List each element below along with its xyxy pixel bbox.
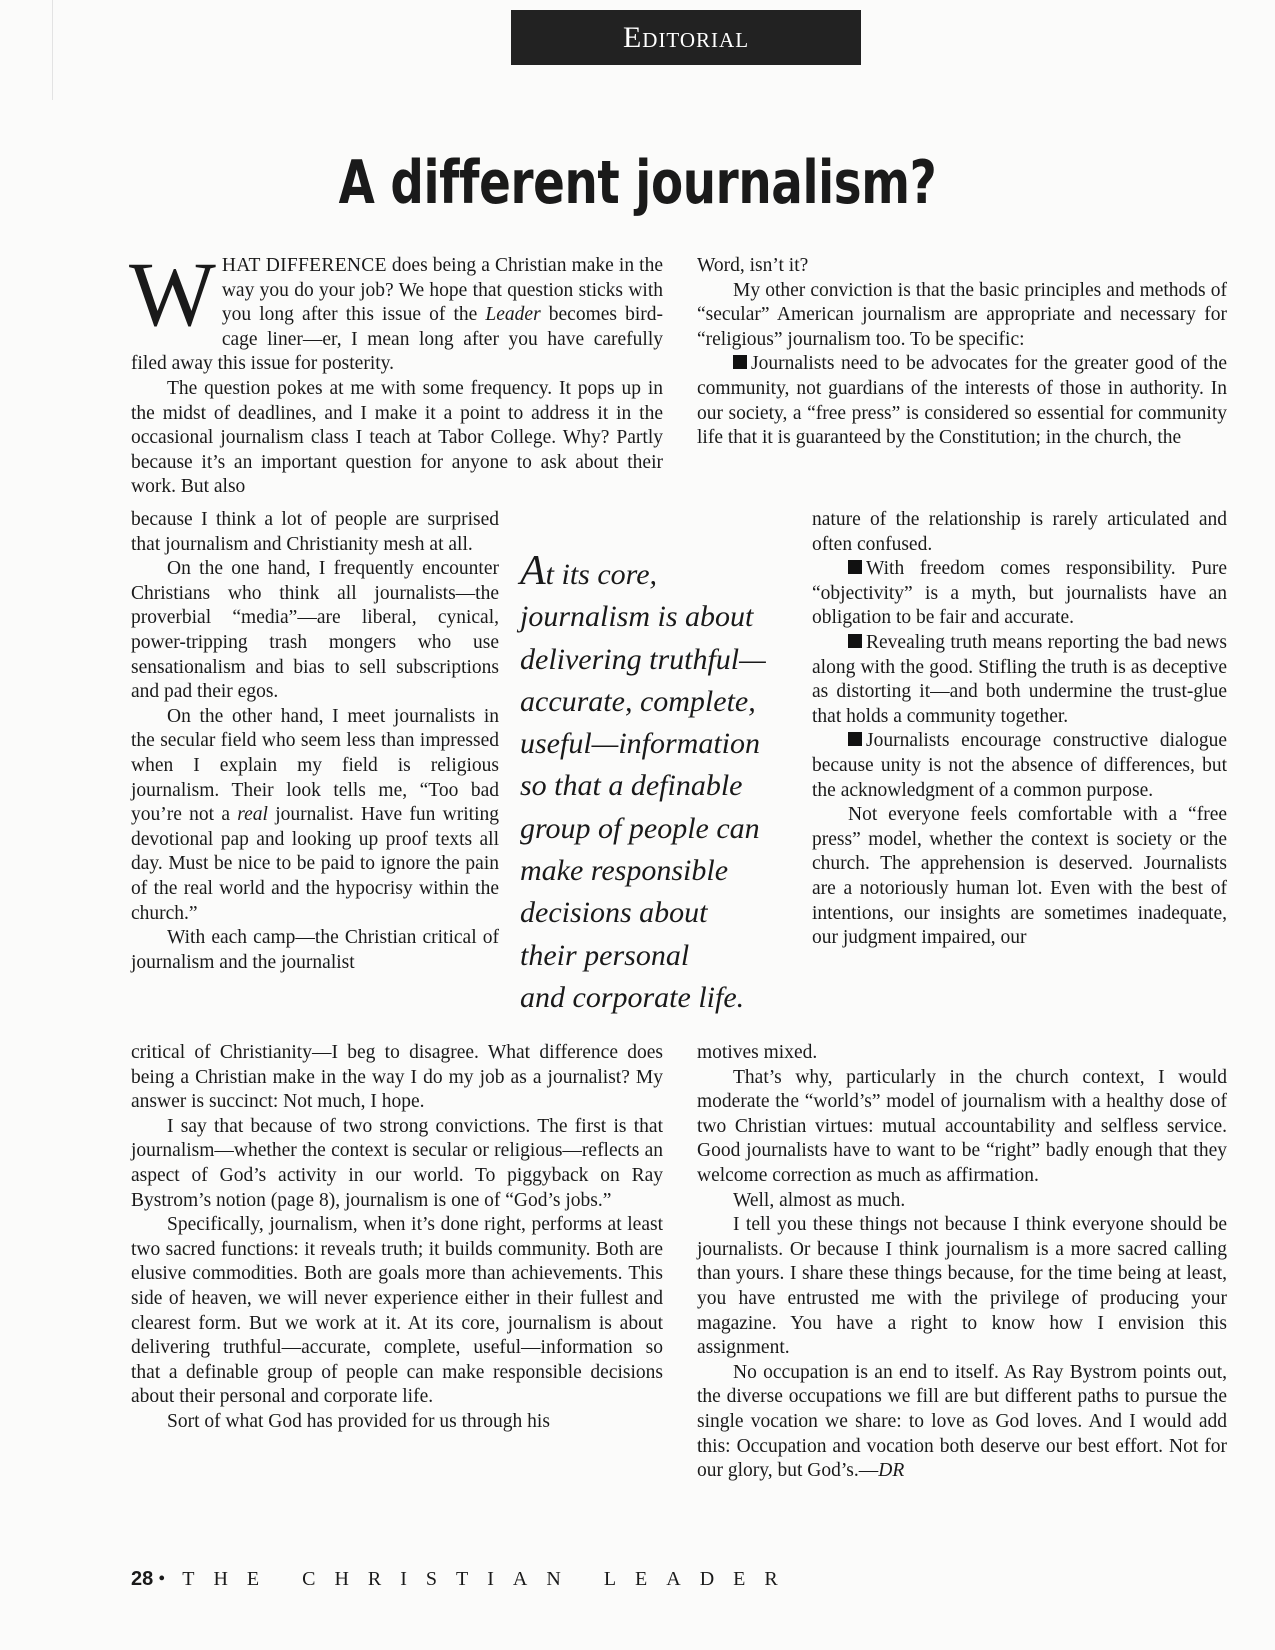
lead-paragraph	[129, 243, 664, 377]
bullet-item	[697, 352, 1227, 450]
pull-quote-line: group of people can	[520, 811, 760, 845]
footer-separator: •	[158, 1568, 166, 1590]
paragraph: Not everyone feels comfortable with a “free press” model, whether the context is society or the church. The apprehension is deserved. Journalists are a notoriously human lot. Even with the best of intentions, our insights are sometimes inadequate, our judgment impaired, our	[812, 804, 1227, 949]
pull-quote-line: so that a definable	[520, 769, 743, 803]
paragraph-continued: motives mixed.	[697, 1042, 818, 1063]
page-footer	[131, 1568, 797, 1591]
real-italic: real	[237, 804, 268, 826]
bullet-item	[812, 557, 1227, 631]
paragraph	[131, 705, 499, 926]
paragraph: Well, almost as much.	[733, 1189, 906, 1211]
page-edge-line	[52, 0, 53, 100]
paragraph-text: On the other hand, I meet journalists in the secular field who seem less than impressed when I explain my field is religious journalism. Their look tells me, “Too bad you’re not a	[131, 705, 499, 826]
bullet-text: Journalists encourage constructive dialogue because unity is not the absence of differences, but the acknowledgment of a common purpose.	[812, 730, 1227, 801]
bullet-item	[812, 729, 1227, 803]
square-bullet-icon	[848, 732, 862, 746]
author-initials: DR	[878, 1460, 905, 1482]
paragraph: I tell you these things not because I think everyone should be journalists. Or because I think journalism is a more sacred calling than yours. I share these things because, for the time being at least, you have entrusted me with the privilege of producing your magazine. You have a right to know how I envision this assignment.	[697, 1214, 1227, 1359]
left-column-narrow	[131, 508, 499, 975]
bullet-item	[812, 631, 1227, 729]
paragraph	[697, 1361, 1227, 1484]
paragraph: The question pokes at me with some frequency. It pops up in the midst of deadlines, and I make it a point to address it in the occasional journalism class I teach at Tabor College. Why? Partly because it’s an important question for anyone to ask about their work. But also	[131, 377, 663, 498]
paragraph: On the one hand, I frequently encounter Christians who think all journalists—the proverbial “media”—are liberal, cynical, power-tripping trash mongers who use sensationalism and bias to sell subscriptions and pad their egos.	[131, 558, 499, 703]
pull-quote-line: decisions about	[520, 896, 708, 930]
square-bullet-icon	[733, 355, 747, 369]
pull-quote-line: and corporate life.	[520, 980, 745, 1014]
paragraph-text-end: journalist. Have fun writing devotional pap and looking up proof texts all day. Must be nice to be paid to ignore the pain of the real world and the hypocrisy within the church.”	[131, 804, 499, 924]
bullet-text: Revealing truth means reporting the bad news along with the good. Stifling the truth is as deceptive as distorting it—and both undermine the trust-glue that holds a community together.	[812, 631, 1227, 727]
paragraph: With each camp—the Christian critical of journalism and the journalist	[131, 927, 499, 973]
lead-text: does being a Christian make in the way you do your job? We hope that question sticks with you long after this issue of the	[221, 255, 664, 326]
paragraph-text: No occupation is an end to itself. As Ray Bystrom points out, the diverse occupations we fill are but different paths to pursue the single vocation we share: to love as God loves. And I would add this: Occupation and vocation both deserve our best effort. Not for our glory, but God’s.—	[697, 1361, 1227, 1482]
left-column-bottom	[131, 1041, 663, 1435]
paragraph: That’s why, particularly in the church context, I would moderate the “world’s” model of journalism with a healthy dose of two Christian virtues: mutual accountability and selfless service. Good journalists have to want to be “right” badly enough that they welcome correction as much as affirmation.	[697, 1066, 1227, 1186]
pull-quote-line: useful—information	[520, 727, 761, 761]
bullet-text: With freedom comes responsibility. Pure “objectivity” is a myth, but journalists have an obligation to be fair and accurate.	[812, 558, 1227, 629]
pull-quote-line: their personal	[520, 938, 690, 972]
paragraph-continued: critical of Christianity—I beg to disagree. What difference does being a Christian make in the way I do my job as a journalist? My answer is succinct: Not much, I hope.	[131, 1042, 663, 1113]
pull-quote-line: delivering truthful—	[520, 642, 766, 676]
section-banner: Editorial	[511, 10, 861, 65]
pull-quote	[520, 550, 805, 1019]
right-column-top	[697, 254, 1227, 451]
right-column-narrow	[812, 508, 1227, 951]
drop-cap: W	[129, 243, 216, 345]
left-column-top	[129, 243, 664, 500]
headline: A different journalism?	[338, 148, 937, 218]
paragraph: My other conviction is that the basic principles and methods of “secular” American journalism are appropriate and necessary for “religious” journalism too. To be specific:	[697, 279, 1227, 350]
square-bullet-icon	[848, 634, 862, 648]
paragraph: I say that because of two strong convictions. The first is that journalism—whether the context is secular or religious—reflects an aspect of God’s activity in our world. To piggyback on Ray Bystrom’s notion (page 8), journalism is one of “God’s jobs.”	[131, 1115, 663, 1211]
pull-quote-line: accurate, complete,	[520, 684, 756, 718]
pull-quote-line: make responsible	[520, 854, 729, 888]
pull-quote-lead: t its core,	[545, 558, 658, 591]
pull-quote-line: journalism is about	[520, 600, 754, 634]
square-bullet-icon	[848, 560, 862, 574]
pull-quote-initial: A	[520, 548, 546, 594]
paragraph: Sort of what God has provided for us through his	[167, 1410, 550, 1432]
bullet-continued: nature of the relationship is rarely articulated and often confused.	[812, 509, 1227, 555]
page-number: 28	[131, 1568, 154, 1590]
pull-quote-line	[520, 550, 805, 596]
paragraph-continued: because I think a lot of people are surprised that journalism and Christianity mesh at all.	[131, 509, 499, 555]
bullet-text: Journalists need to be advocates for the greater good of the community, not guardians of the interests of those in authority. In our society, a “free press” is considered so essential for community life that it is guaranteed by the Constitution; in the church, the	[697, 353, 1227, 449]
right-column-bottom	[697, 1041, 1227, 1484]
paragraph: Specifically, journalism, when it’s done right, performs at least two sacred functions: it reveals truth; it builds community. Both are elusive commodities. Both are goals more than achievements. This side of heaven, we will never experience either in their fullest and clearest form. But we work at it. At its core, journalism is about delivering truthful—accurate, complete, useful—information so that a definable group of people can make responsible decisions about their personal and corporate life.	[131, 1214, 663, 1408]
paragraph-continued: Word, isn’t it?	[697, 255, 809, 276]
lead-caps: HAT DIFFERENCE	[221, 255, 387, 276]
magazine-name: THE CHRISTIAN LEADER	[182, 1568, 797, 1590]
lead-text-end: becomes bird-cage liner—er, I mean long after you have carefully filed away this issue for posterity.	[131, 304, 663, 375]
leader-italic: Leader	[485, 304, 541, 326]
